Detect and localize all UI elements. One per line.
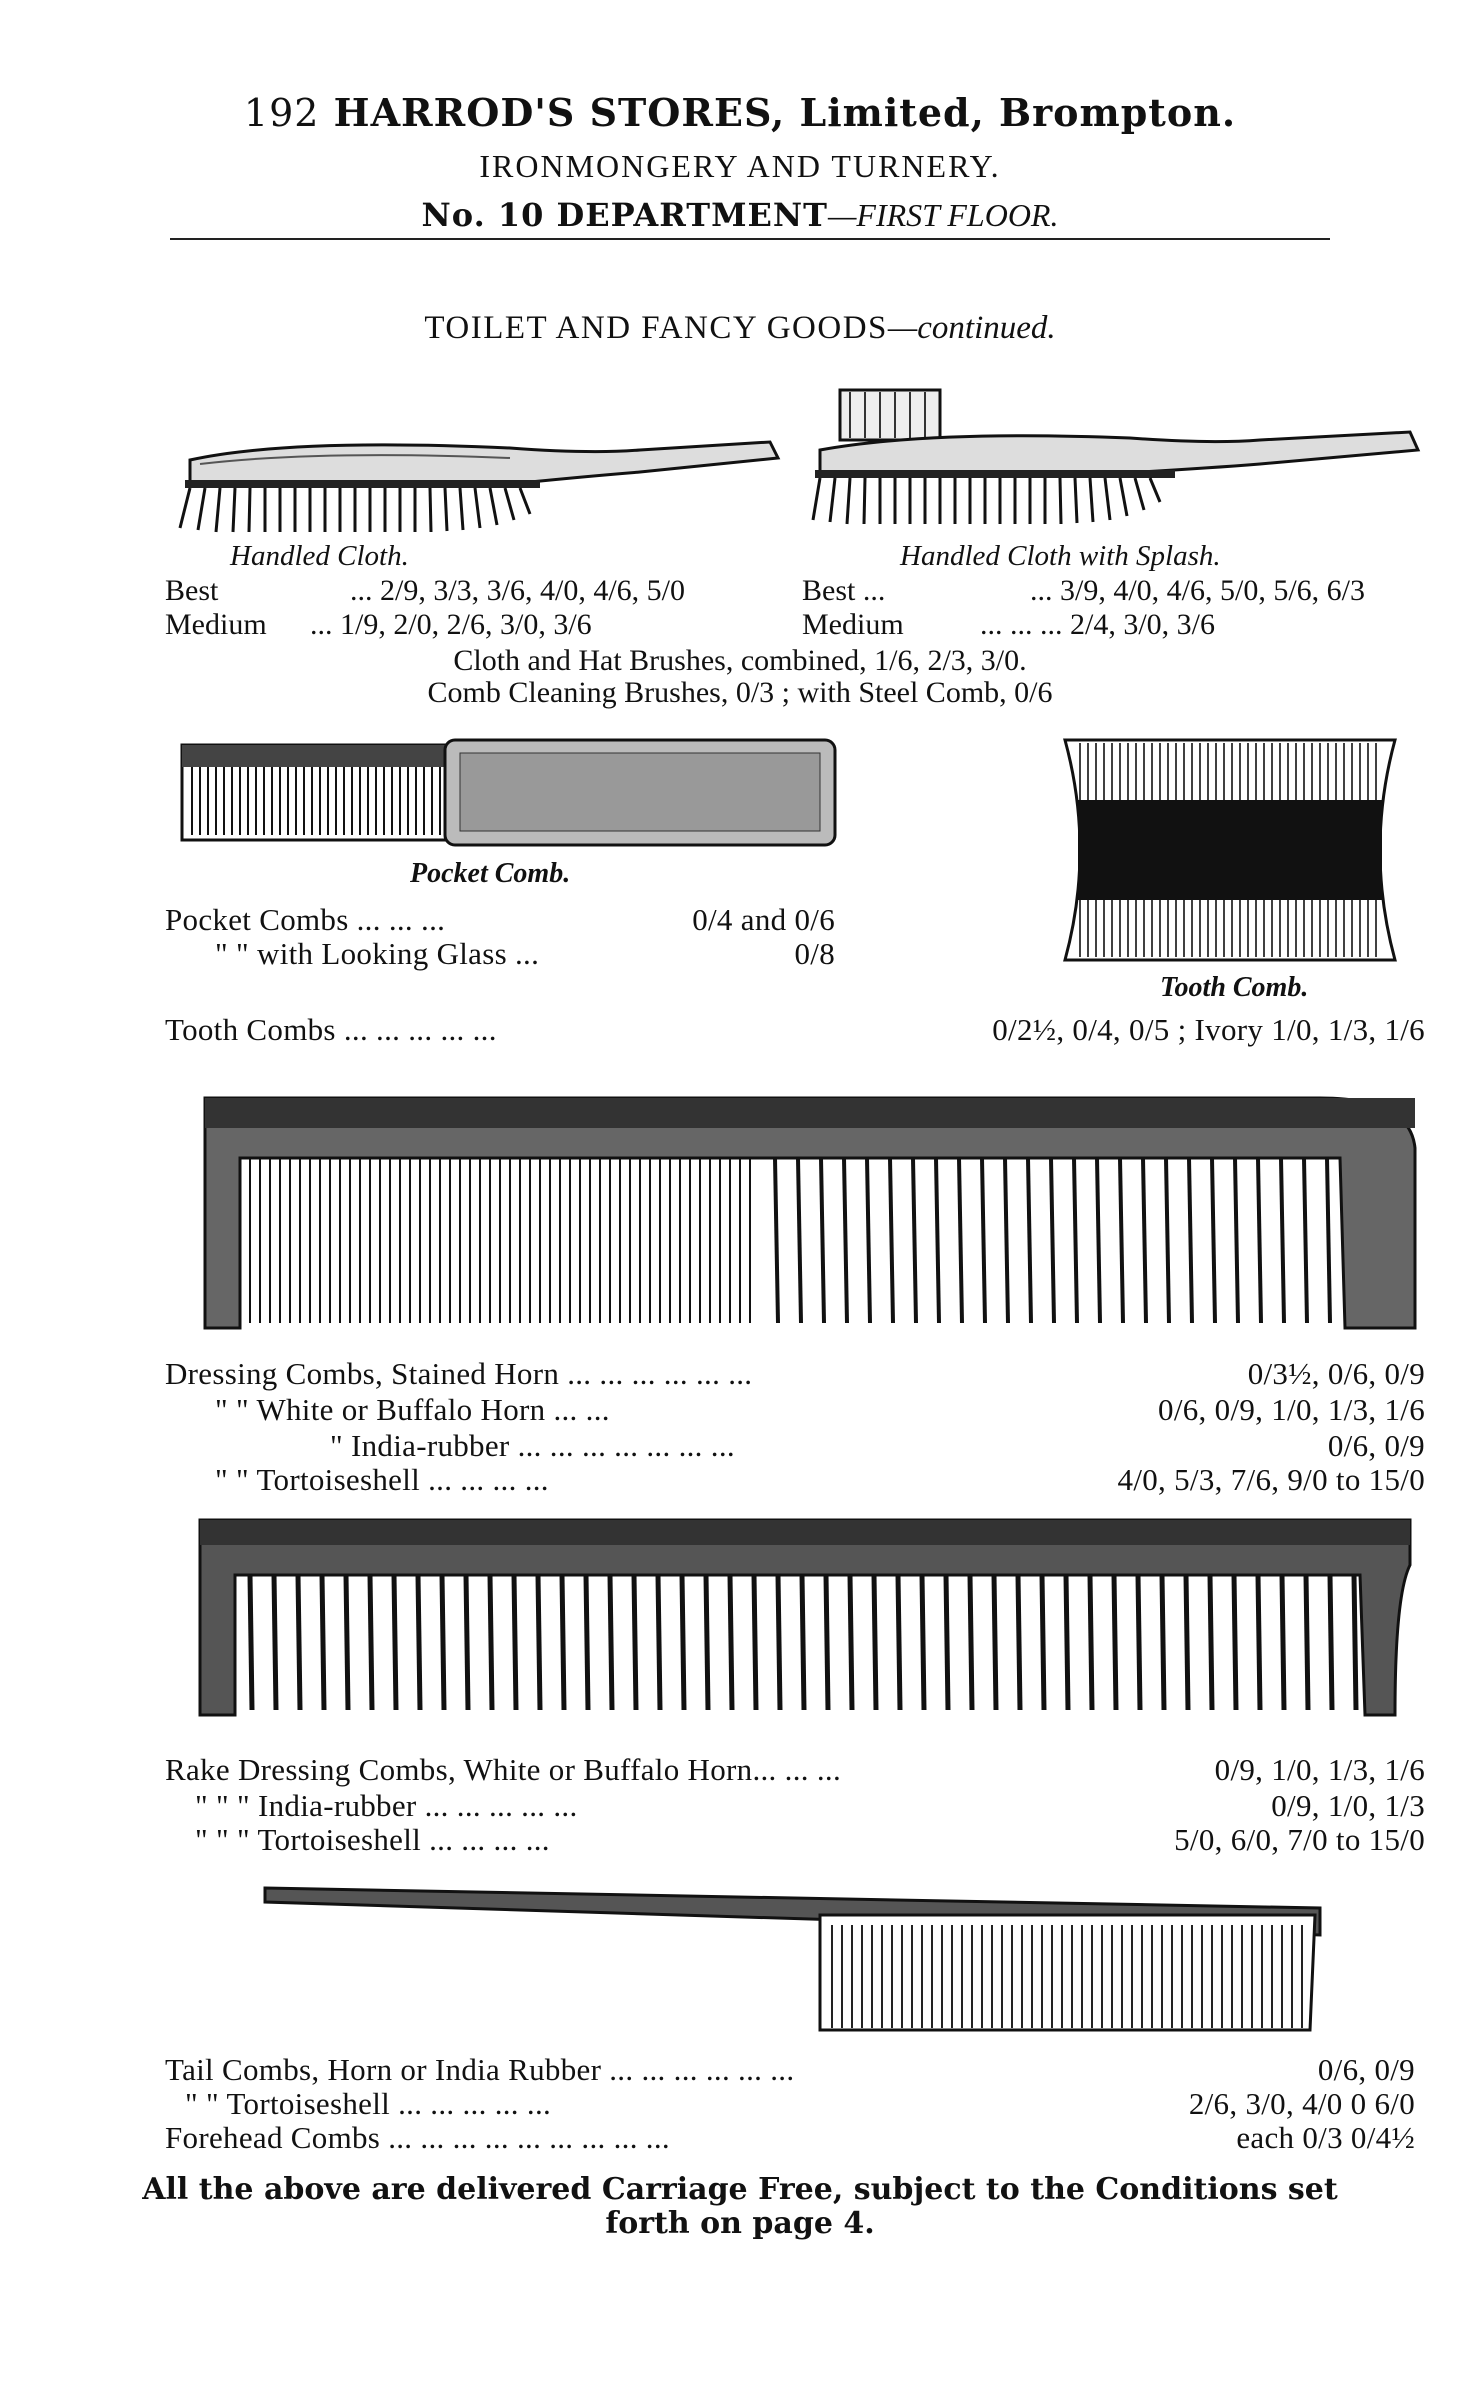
- rake-row: [195, 1822, 1425, 1858]
- dressing-row-value: 4/0, 5/3, 7/6, 9/0 to 15/0: [1117, 1462, 1425, 1497]
- best-label: Best: [165, 574, 219, 607]
- dressing-row-value: 0/3½, 0/6, 0/9: [1247, 1356, 1425, 1391]
- tooth-combs-label: Tooth Combs ... ... ... ... ...: [165, 1012, 497, 1047]
- tail-row-value: 0/6, 0/9: [1317, 2052, 1415, 2087]
- tail-row: [165, 2120, 1415, 2156]
- store-name: HARROD'S STORES, Limited, Brompton.: [333, 90, 1237, 135]
- pocket-row-1-value: 0/4 and 0/6: [692, 902, 835, 937]
- page-number: 192: [243, 91, 320, 135]
- pocket-row-2-label: " " with Looking Glass ...: [215, 936, 540, 971]
- rake-row-label: " " " Tortoiseshell ... ... ... ...: [195, 1822, 550, 1857]
- tooth-comb-illustration: [1060, 735, 1400, 965]
- dressing-row-label: Dressing Combs, Stained Horn ... ... ... ... ... ...: [165, 1356, 753, 1391]
- best-prices: ... 2/9, 3/3, 3/6, 4/0, 4/6, 5/0: [350, 574, 686, 607]
- dressing-row: [330, 1428, 1425, 1464]
- department-line: [0, 196, 1480, 234]
- splash-brush-illustration: [810, 380, 1430, 540]
- splash-caption: Handled Cloth with Splash.: [900, 540, 1221, 572]
- dressing-row-value: 0/6, 0/9, 1/0, 1/3, 1/6: [1158, 1392, 1425, 1427]
- footer-line-1: All the above are delivered Carriage Free, subject to the Conditions set: [142, 2172, 1338, 2207]
- section-title-suffix: —continued.: [887, 310, 1056, 346]
- splash-best-label: Best ...: [802, 574, 886, 607]
- tail-row-label: Forehead Combs ... ... ... ... ... ... ... ... ...: [165, 2120, 670, 2155]
- handled-cloth-caption: Handled Cloth.: [230, 540, 409, 572]
- tail-row: [185, 2086, 1415, 2122]
- medium-prices: ... 1/9, 2/0, 2/6, 3/0, 3/6: [310, 608, 592, 641]
- floor-label: —FIRST FLOOR.: [827, 197, 1059, 233]
- pocket-comb-illustration: [180, 735, 840, 850]
- tooth-comb-caption: Tooth Comb.: [1160, 972, 1309, 1003]
- tail-comb-illustration: [260, 1880, 1330, 2035]
- splash-medium-label: Medium: [802, 608, 904, 641]
- tail-row-label: Tail Combs, Horn or India Rubber ... ... ... ... ... ...: [165, 2052, 795, 2087]
- rake-row-value: 5/0, 6/0, 7/0 to 15/0: [1174, 1822, 1425, 1857]
- rake-row: [165, 1752, 1425, 1788]
- header-line: [0, 90, 1480, 135]
- handled-cloth-brush-illustration: [170, 420, 790, 540]
- pocket-row-1-label: Pocket Combs ... ... ...: [165, 902, 446, 937]
- footer-line-2: forth on page 4.: [605, 2206, 875, 2241]
- splash-best-prices: ... 3/9, 4/0, 4/6, 5/0, 5/6, 6/3: [1030, 574, 1366, 607]
- rake-row-value: 0/9, 1/0, 1/3, 1/6: [1214, 1752, 1425, 1787]
- section-title-text: TOILET AND FANCY GOODS: [424, 310, 888, 346]
- dressing-row-label: " " White or Buffalo Horn ... ...: [215, 1392, 610, 1427]
- header-rule: [170, 238, 1330, 240]
- tail-row-value: each 0/3 0/4½: [1236, 2120, 1415, 2155]
- dressing-comb-illustration: [200, 1088, 1420, 1338]
- rake-comb-illustration: [195, 1515, 1420, 1720]
- rake-row-value: 0/9, 1/0, 1/3: [1271, 1788, 1425, 1823]
- splash-medium-prices: ... ... ... 2/4, 3/0, 3/6: [980, 608, 1216, 641]
- rake-row-label: Rake Dressing Combs, White or Buffalo Horn... ... ...: [165, 1752, 842, 1787]
- dressing-row-value: 0/6, 0/9: [1327, 1428, 1425, 1463]
- pocket-row-1: [165, 902, 835, 938]
- tail-row-label: " " Tortoiseshell ... ... ... ... ...: [185, 2086, 552, 2121]
- cloth-hat-line: Cloth and Hat Brushes, combined, 1/6, 2/3, 3/0.: [453, 644, 1027, 677]
- tail-row-value: 2/6, 3/0, 4/0 0 6/0: [1188, 2086, 1415, 2121]
- rake-row: [195, 1788, 1425, 1824]
- comb-cleaning-line: Comb Cleaning Brushes, 0/3 ; with Steel Comb, 0/6: [427, 676, 1053, 709]
- rake-row-label: " " " India-rubber ... ... ... ... ...: [195, 1788, 578, 1823]
- tail-row: [165, 2052, 1415, 2088]
- dressing-row-label: " " Tortoiseshell ... ... ... ...: [215, 1462, 549, 1497]
- header-subtitle: IRONMONGERY AND TURNERY.: [479, 148, 1001, 184]
- dressing-row: [215, 1392, 1425, 1428]
- medium-label: Medium: [165, 608, 267, 641]
- pocket-comb-caption: Pocket Comb.: [410, 858, 571, 889]
- department-label: No. 10 DEPARTMENT: [421, 196, 828, 234]
- dressing-row: [215, 1462, 1425, 1498]
- tooth-combs-value: 0/2½, 0/4, 0/5 ; Ivory 1/0, 1/3, 1/6: [992, 1012, 1425, 1047]
- section-title: [0, 310, 1480, 347]
- dressing-row-label: " India-rubber ... ... ... ... ... ... ...: [330, 1428, 735, 1463]
- tooth-combs-row: [165, 1012, 1425, 1048]
- pocket-row-2: [215, 936, 835, 972]
- dressing-row: [165, 1356, 1425, 1392]
- pocket-row-2-value: 0/8: [794, 936, 835, 971]
